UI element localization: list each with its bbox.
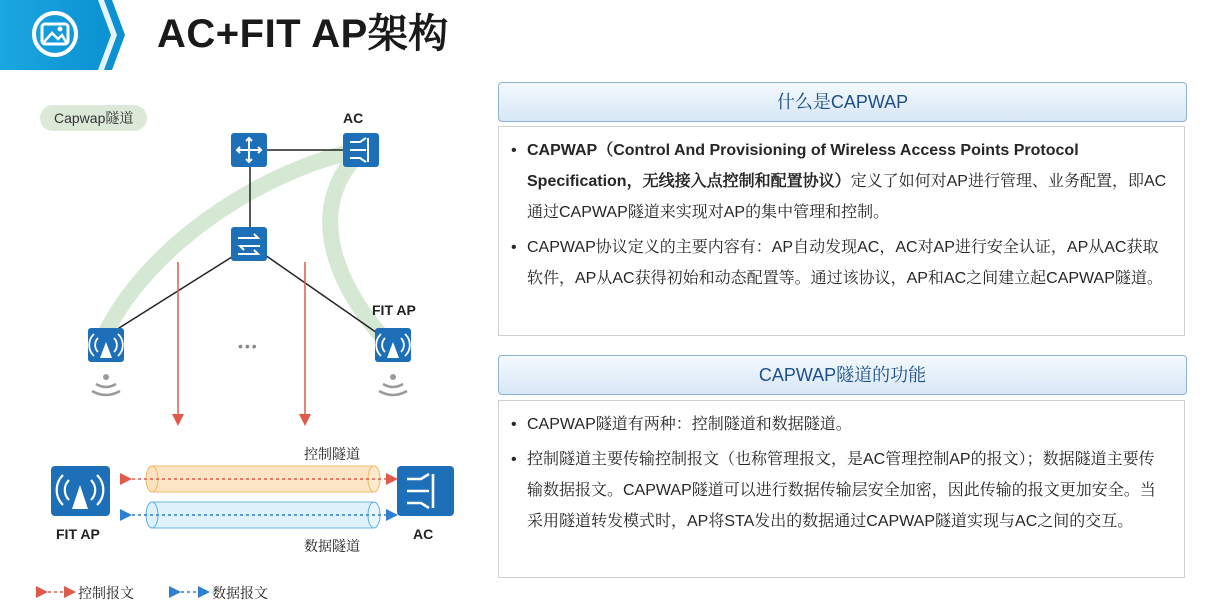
legend-control-label: 控制报文 [78, 585, 134, 601]
ellipsis: ••• [238, 338, 259, 354]
bottom-ac-icon [397, 466, 454, 516]
fit-ap-left-icon [88, 328, 124, 362]
bottom-fit-ap-icon [51, 466, 110, 516]
control-tunnel-label: 控制隧道 [304, 446, 360, 462]
bullet-item: • CAPWAP隧道有两种：控制隧道和数据隧道。 [507, 409, 1170, 440]
bullet-item: • CAPWAP协议定义的主要内容有：AP自动发现AC，AC对AP进行安全认证，AP从AC获取软件，AP从AC获得初始和动态配置等。通过该协议，AP和AC之间建立起CAPWAP隧道。 [507, 232, 1170, 294]
bottom-ac-label: AC [413, 526, 434, 542]
wireless-signal-icon [379, 374, 407, 395]
page-title: AC+FIT AP架构 [157, 12, 449, 56]
data-tunnel-pipe [126, 502, 392, 528]
fit-ap-label: FIT AP [372, 302, 416, 318]
ac-label: AC [343, 110, 364, 126]
bottom-fit-ap-label: FIT AP [56, 526, 100, 542]
capwap-tunnel-tag: Capwap隧道 [40, 105, 147, 131]
bullet-item [507, 135, 1170, 228]
capwap-tunnel-function-body [498, 400, 1185, 578]
bullet-item: • 控制隧道主要传输控制报文（也称管理报文，是AC管理控制AP的报文）；数据隧道主要传输数据报文。CAPWAP隧道可以进行数据传输层安全加密，因此传输的报文更加安全。当采用隧道转发模式时，AP将STA发出的数据通过CAPWAP隧道实现与AC之间的交互。 [507, 444, 1170, 537]
control-tunnel-pipe [126, 466, 392, 492]
capwap-definition-text: 定义了如何对AP进行管理、业务配置，即AC通过CAPWAP隧道来实现对AP的集中管理和控制。 [527, 173, 1167, 221]
data-tunnel-label: 数据隧道 [304, 538, 360, 554]
legend-data-label: 数据报文 [212, 585, 268, 601]
capwap-definition-bold: CAPWAP（Control And Provisioning of Wireless Access Points Protocol Specification，无线接入点控制和配置协议） [527, 142, 1079, 190]
access-controller-icon [343, 133, 379, 167]
network-diagram [0, 0, 490, 599]
router-icon [231, 133, 267, 167]
capwap-tunnel-function-heading: CAPWAP隧道的功能 [498, 355, 1187, 395]
fit-ap-right-icon [375, 328, 411, 362]
switch-icon [231, 227, 267, 261]
what-is-capwap-body [498, 126, 1185, 336]
wireless-signal-icon [92, 374, 120, 395]
what-is-capwap-heading: 什么是CAPWAP [498, 82, 1187, 122]
